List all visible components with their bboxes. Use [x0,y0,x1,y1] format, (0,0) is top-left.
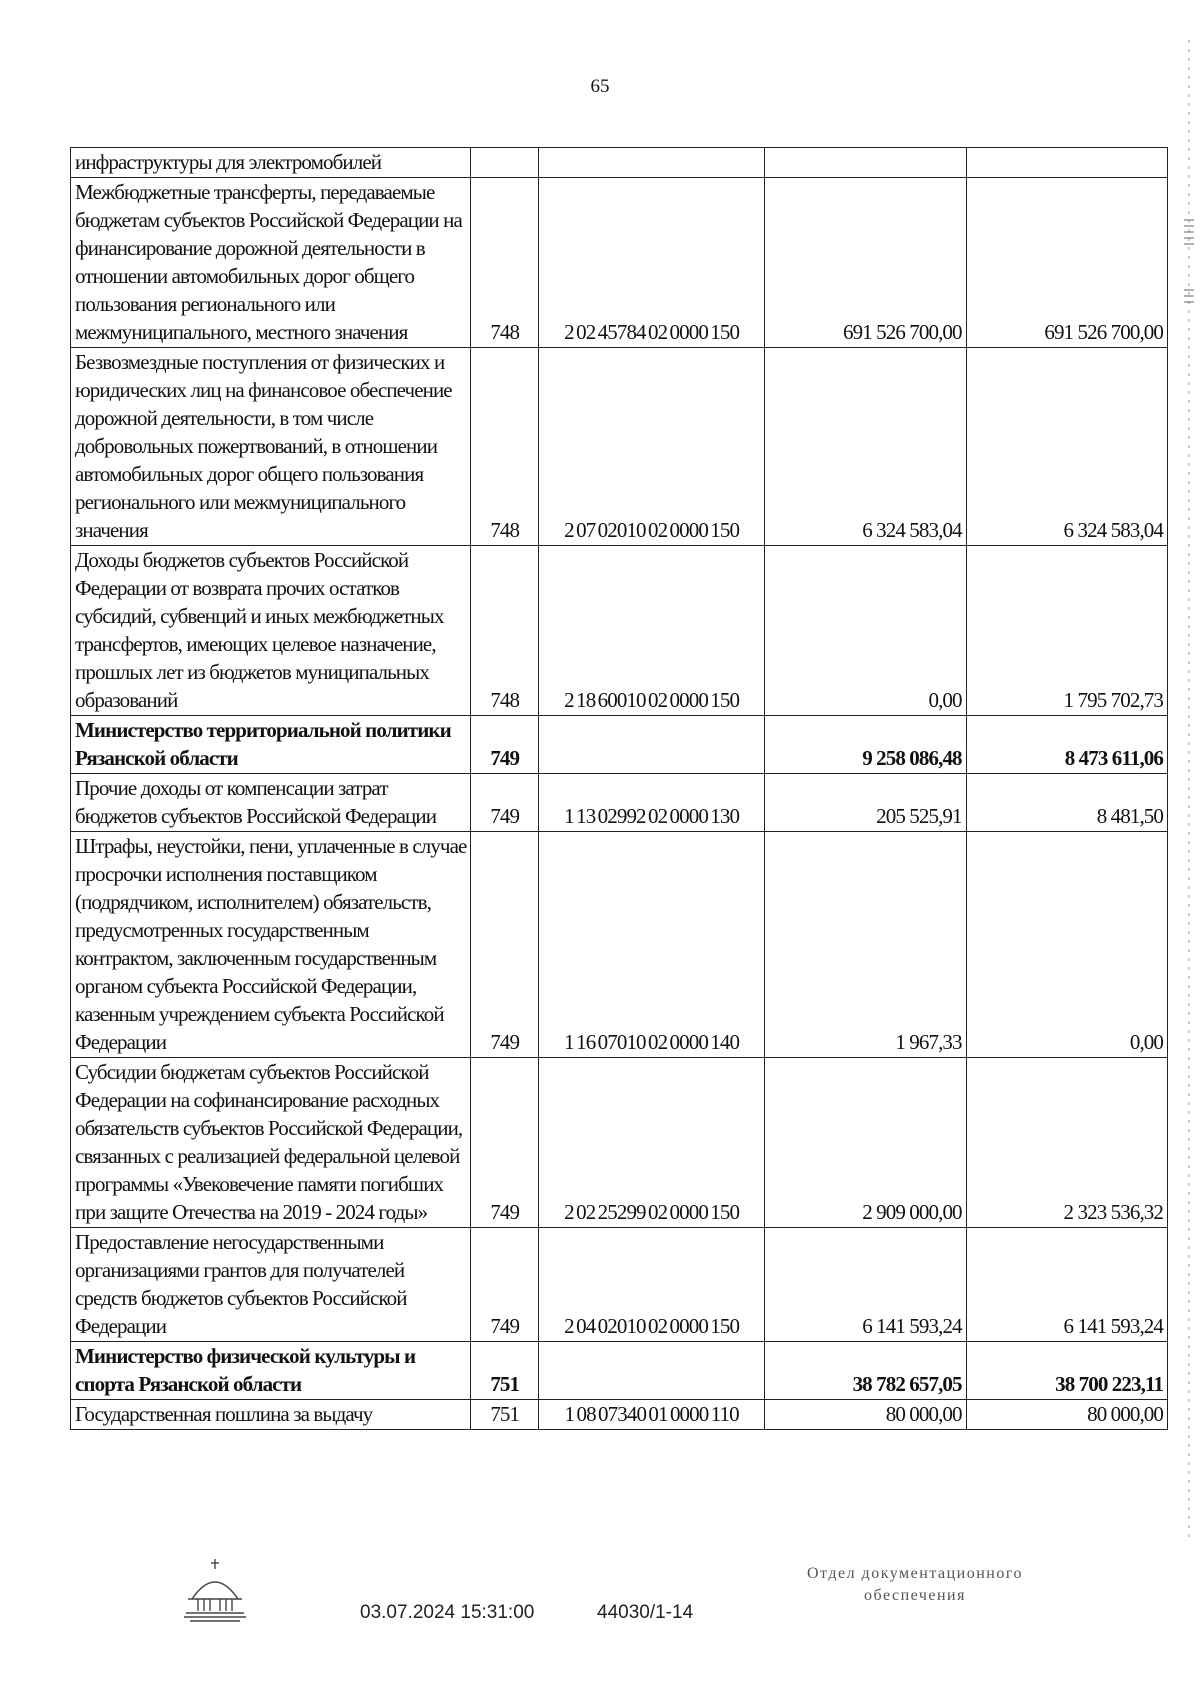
row-admin-code: 751 [471,1342,538,1400]
row-budget-code: 2 02 25299 02 0000 150 [538,1058,764,1228]
row-amount-executed: 0,00 [966,832,1167,1058]
table-row [71,148,1168,178]
row-amount-planned: 691 526 700,00 [765,178,966,348]
table-row-ministry-total [71,1342,1168,1400]
table-row [71,1400,1168,1430]
row-amount-executed: 38 700 223,11 [966,1342,1167,1400]
row-amount-executed: 80 000,00 [966,1400,1167,1430]
page-number: 65 [590,76,610,97]
row-name: Безвозмездные поступления от физических и юридических лиц на финансовое обеспечение дорожной деятельности, в том числе добровольных пожертвований, в отношении автомобильных дорог общего пользования регионального или межмуниципального значения [71,348,471,546]
table-row [71,1228,1168,1342]
row-budget-code: 2 02 45784 02 0000 150 [538,178,764,348]
row-amount-executed [966,148,1167,178]
row-name: Министерство физической культуры и спорта Рязанской области [71,1342,471,1400]
revenue-table [70,147,1168,1430]
row-amount-planned: 6 324 583,04 [765,348,966,546]
table-row-ministry-total [71,716,1168,774]
row-name: Штрафы, неустойки, пени, уплаченные в случае просрочки исполнения поставщиком (подрядчиком, исполнителем) обязательств, предусмотренных государственным контрактом, заключенным государственным органом субъекта Российской Федерации, казенным учреждением субъекта Российской Федерации [71,832,471,1058]
row-name: Предоставление негосударственными организациями грантов для получателей средств бюджетов субъектов Российской Федерации [71,1228,471,1342]
row-budget-code: 1 08 07340 01 0000 110 [538,1400,764,1430]
row-admin-code: 749 [471,832,538,1058]
table-row [71,832,1168,1058]
row-budget-code: 1 16 07010 02 0000 140 [538,832,764,1058]
table-row [71,546,1168,716]
row-admin-code: 751 [471,1400,538,1430]
row-admin-code [471,148,538,178]
row-name: Министерство территориальной политики Рязанской области [71,716,471,774]
row-amount-planned: 38 782 657,05 [765,1342,966,1400]
row-amount-executed: 8 473 611,06 [966,716,1167,774]
row-name: Межбюджетные трансферты, передаваемые бюджетам субъектов Российской Федерации на финансирование дорожной деятельности в отношении автомобильных дорог общего пользования регионального или межмуниципального, местного значения [71,178,471,348]
table-row [71,774,1168,832]
row-budget-code: 2 07 02010 02 0000 150 [538,348,764,546]
table-row [71,348,1168,546]
row-admin-code: 748 [471,546,538,716]
stamp-line-2: обеспечения [864,1587,966,1604]
row-amount-executed: 2 323 536,32 [966,1058,1167,1228]
table-row [71,178,1168,348]
row-amount-planned [765,148,966,178]
row-budget-code [538,148,764,178]
row-name: Доходы бюджетов субъектов Российской Федерации от возврата прочих остатков субсидий, субвенций и иных межбюджетных трансфертов, имеющих целевое назначение, прошлых лет из бюджетов муниципальных образований [71,546,471,716]
row-amount-executed: 1 795 702,73 [966,546,1167,716]
row-admin-code: 749 [471,774,538,832]
stamp-line-1: Отдел документационного [806,1565,1024,1582]
row-admin-code: 748 [471,348,538,546]
scan-edge-marks-icon [1182,40,1196,1540]
department-stamp [760,1563,1070,1607]
row-amount-executed: 6 141 593,24 [966,1228,1167,1342]
row-amount-planned: 205 525,91 [765,774,966,832]
row-name: Прочие доходы от компенсации затрат бюджетов субъектов Российской Федерации [71,774,471,832]
row-admin-code: 749 [471,1228,538,1342]
row-amount-executed: 691 526 700,00 [966,178,1167,348]
duma-emblem-icon [180,1555,250,1629]
row-budget-code [538,716,764,774]
row-budget-code: 2 18 60010 02 0000 150 [538,546,764,716]
row-amount-executed: 6 324 583,04 [966,348,1167,546]
table-row [71,1058,1168,1228]
row-budget-code: 1 13 02992 02 0000 130 [538,774,764,832]
row-amount-planned: 1 967,33 [765,832,966,1058]
row-name: инфраструктуры для электромобилей [71,148,471,178]
row-budget-code: 2 04 02010 02 0000 150 [538,1228,764,1342]
footer-date: 03.07.2024 15:31:00 [360,1602,535,1623]
row-name: Государственная пошлина за выдачу [71,1400,471,1430]
row-amount-executed: 8 481,50 [966,774,1167,832]
row-admin-code: 748 [471,178,538,348]
row-amount-planned: 9 258 086,48 [765,716,966,774]
row-amount-planned: 80 000,00 [765,1400,966,1430]
footer-document-number: 44030/1-14 [597,1602,694,1623]
row-admin-code: 749 [471,1058,538,1228]
row-amount-planned: 0,00 [765,546,966,716]
row-name: Субсидии бюджетам субъектов Российской Федерации на софинансирование расходных обязательств субъектов Российской Федерации, связанных с реализацией федеральной целевой программы «Увековечение памяти погибших при защите Отечества на 2019 - 2024 годы» [71,1058,471,1228]
row-amount-planned: 6 141 593,24 [765,1228,966,1342]
row-admin-code: 749 [471,716,538,774]
row-amount-planned: 2 909 000,00 [765,1058,966,1228]
row-budget-code [538,1342,764,1400]
